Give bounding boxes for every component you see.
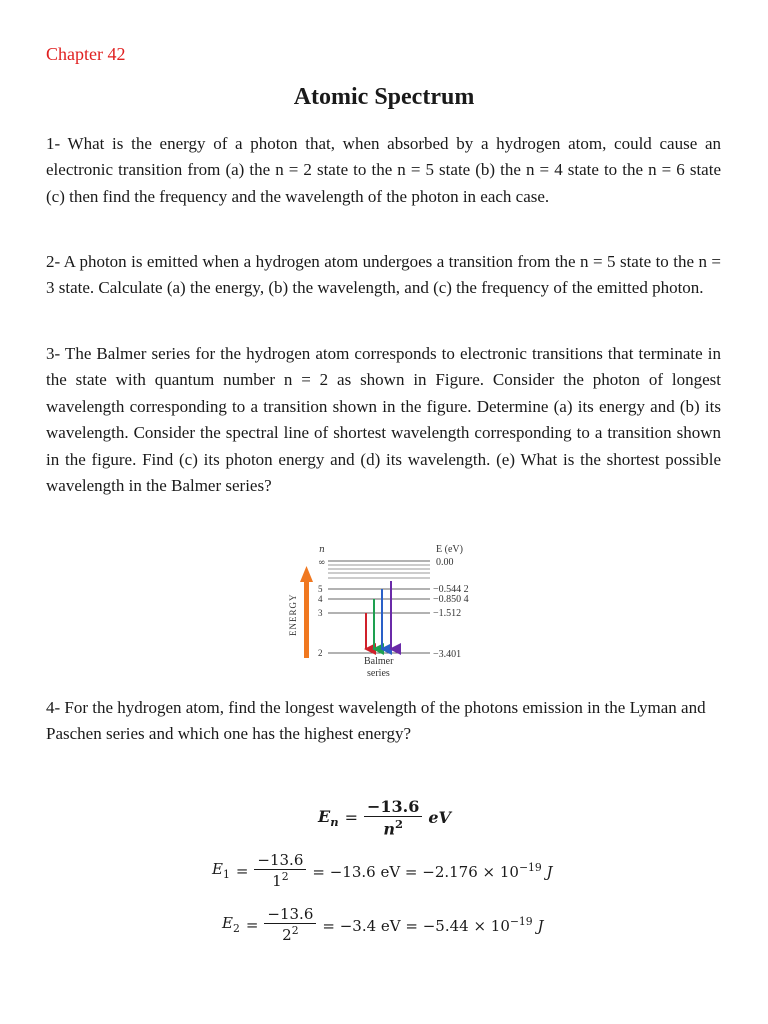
equation-e2 [222,905,543,944]
fraction-numerator: −13.6 [264,905,316,924]
level-n-4: 4 [318,594,323,604]
fraction-denominator: $1^2$ [272,870,289,890]
equals-sign: = [235,861,249,880]
fraction [264,905,316,944]
level-e-3: −1.512 [433,608,462,619]
question-2: 2- A photon is emitted when a hydrogen atom undergoes a transition from the n = 5 state to the n = 3 state. Calculate (a) the energy, (b) the wavelength, and (c) the frequency of the emitted photon. [46,252,721,298]
equation-general [318,797,451,838]
question-1: 1- What is the energy of a photon that, when absorbed by a hydrogen atom, could cause an electronic transition from (a) the n = 2 state to the n = 5 state (b) the n = 4 state to the n = 6 state (c) then find the frequency and the wavelength of the photon in each case. [46,134,721,206]
level-e-inf: 0.00 [436,557,454,568]
equation-rhs: = −13.6 eV = $-2.176 \times 10^{-19}$ J [312,860,553,881]
page-title: Atomic Spectrum [293,84,475,110]
level-n-inf: ∞ [318,558,326,568]
equation-lhs: $E_n$ [318,806,339,829]
equation-lhs: $E_2$ [222,914,240,935]
energy-axis-label: ENERGY [288,593,298,636]
level-e-4: −0.850 4 [433,594,469,605]
equation-lhs: $E_1$ [212,860,230,881]
chapter-label: Chapter 42 [46,44,126,64]
balmer-label: Balmer [364,656,394,667]
n-axis-label: n [319,545,325,555]
level-n-3: 3 [318,608,323,618]
energy-unit-label: E (eV) [436,544,463,555]
balmer-energy-diagram [284,538,494,683]
energy-arrow-head [300,566,313,582]
equals-sign: = [344,808,358,828]
fraction-numerator: −13.6 [364,797,422,817]
fraction [364,797,422,838]
level-n-5: 5 [318,584,323,594]
level-e-2: −3.401 [433,649,462,660]
equation-rhs: = −3.4 eV = $-5.44 \times 10^{-19}$ J [322,914,544,935]
fraction [254,851,306,890]
equals-sign: = [245,915,259,934]
fraction-denominator: $n^2$ [383,817,403,839]
fraction-denominator: $2^2$ [282,924,299,944]
series-label: series [367,668,390,679]
fraction-numerator: −13.6 [254,851,306,870]
unit: eV [428,808,451,828]
level-e-5: −0.544 2 [433,584,469,595]
level-n-2: 2 [318,648,323,658]
question-4: 4- For the hydrogen atom, find the longest wavelength of the photons emission in the Lyman and Paschen series and which one has the highest energy? [46,698,706,744]
equation-e1 [212,851,553,890]
energy-arrow-shaft [304,580,309,658]
question-3: 3- The Balmer series for the hydrogen atom corresponds to electronic transitions that terminate in the state with quantum number n = 2 as shown in Figure. Consider the photon of longest wavelength corresponding to a transition shown in the figure. Determine (a) its energy and (b) its wavelength. Consider the spectral line of shortest wavelength corresponding to a transition shown in the figure. Find (c) its photon energy and (d) its wavelength. (e) What is the shortest possible wavelength in the Balmer series? [46,344,721,496]
